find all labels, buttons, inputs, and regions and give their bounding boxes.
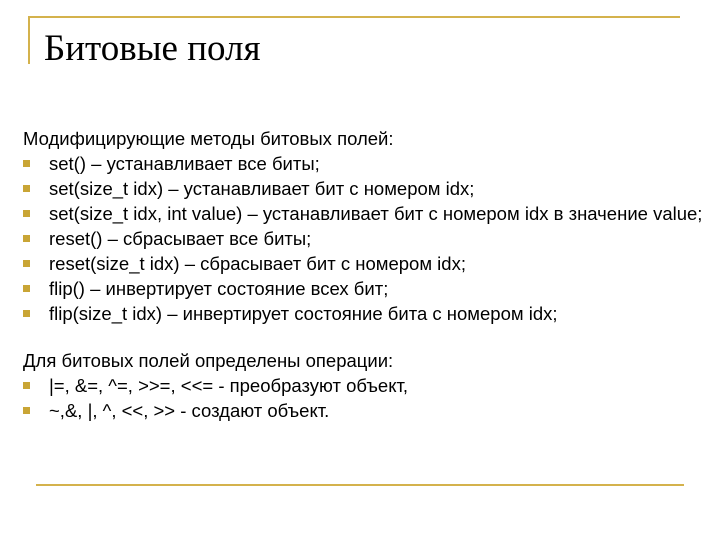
slide-content [23, 126, 703, 423]
bullet-item [23, 276, 703, 301]
bullet-text: ~,&, |, ^, <<, >> - создают объект. [49, 400, 330, 421]
bullet-text: flip(size_t idx) – инвертирует состояние бита с номером idx; [49, 303, 558, 324]
section1-heading: Модифицирующие методы битовых полей: [23, 128, 394, 149]
title-frame-top-line [28, 16, 680, 18]
bullet-text: set() – устанавливает все биты; [49, 153, 320, 174]
section2-bullet-list [23, 373, 703, 423]
square-bullet-icon [23, 310, 30, 317]
bullet-item [23, 201, 703, 226]
bullet-text: reset() – сбрасывает все биты; [49, 228, 312, 249]
section1-bullet-list [23, 151, 703, 326]
square-bullet-icon [23, 285, 30, 292]
bullet-text: set(size_t idx) – устанавливает бит с номером idx; [49, 178, 475, 199]
square-bullet-icon [23, 382, 30, 389]
slide-title: Битовые поля [44, 28, 261, 69]
bullet-item [23, 226, 703, 251]
bullet-text: reset(size_t idx) – сбрасывает бит с номером idx; [49, 253, 466, 274]
square-bullet-icon [23, 185, 30, 192]
square-bullet-icon [23, 210, 30, 217]
section-gap [23, 326, 703, 348]
square-bullet-icon [23, 235, 30, 242]
bottom-divider-line [36, 484, 684, 486]
square-bullet-icon [23, 407, 30, 414]
bullet-item [23, 151, 703, 176]
bullet-item [23, 251, 703, 276]
bullet-text: flip() – инвертирует состояние всех бит; [49, 278, 389, 299]
square-bullet-icon [23, 260, 30, 267]
title-frame-left-line [28, 16, 30, 64]
bullet-item [23, 301, 703, 326]
section2-heading: Для битовых полей определены операции: [23, 350, 394, 371]
bullet-item [23, 176, 703, 201]
bullet-text: |=, &=, ^=, >>=, <<= - преобразуют объект, [49, 375, 409, 396]
bullet-item [23, 398, 703, 423]
bullet-item [23, 373, 703, 398]
square-bullet-icon [23, 160, 30, 167]
bullet-text: set(size_t idx, int value) – устанавливает бит с номером idx в значение value; [49, 203, 703, 224]
